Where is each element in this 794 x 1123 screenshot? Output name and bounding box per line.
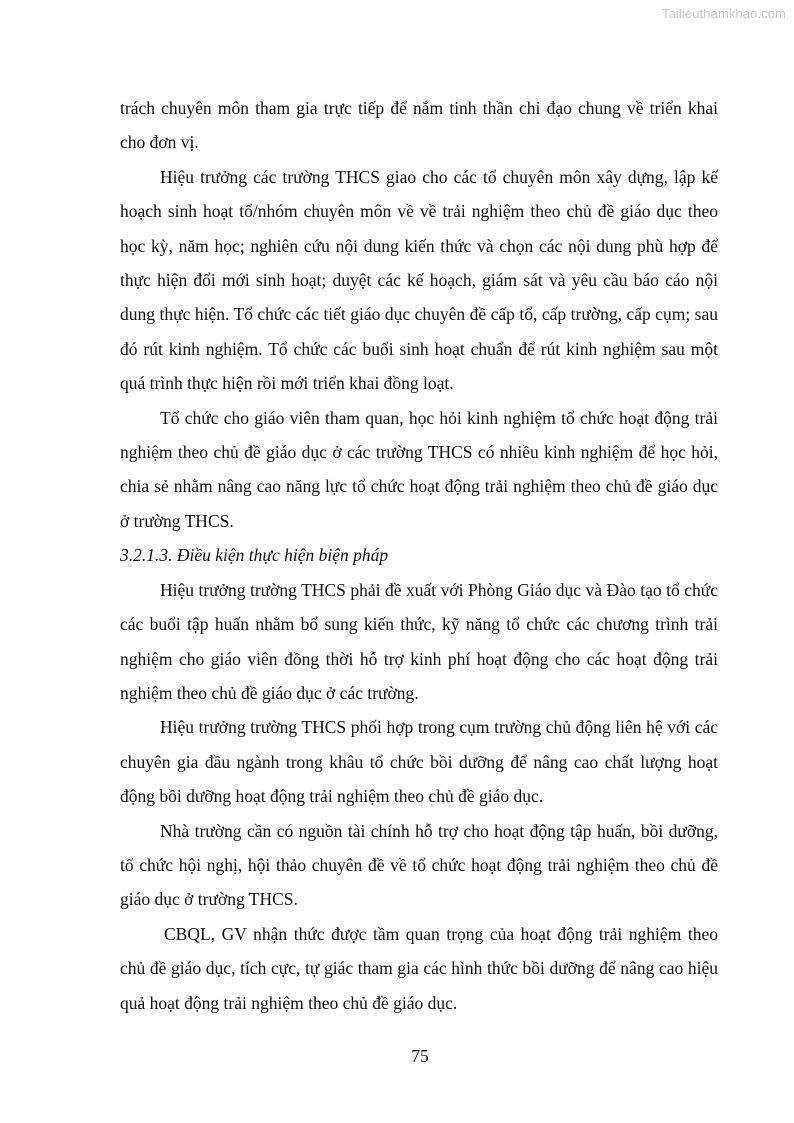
page-body	[120, 91, 718, 1020]
watermark: Tailieuthamkhao.com	[661, 6, 786, 21]
paragraph: CBQL, GV nhận thức được tầm quan trọng của hoạt động trải nghiệm theo chủ đề giáo dục, tích cực, tự giác tham gia các hình thức bồi dưỡng để nâng cao hiệu quả hoạt động trải nghiệm theo chủ đề giáo dục.	[120, 923, 718, 1013]
paragraph: Hiệu trưởng trường THCS phải đề xuất với Phòng Giáo dục và Đào tạo tổ chức các buổi tập huấn nhằm bổ sung kiến thức, kỹ năng tổ chức các chương trình trải nghiệm cho giáo viên đồng thời hỗ trợ kinh phí hoạt động cho các hoạt động trải nghiệm theo chủ đề giáo dục ở các trường.	[120, 579, 718, 703]
paragraph: Hiệu trưởng các trường THCS giao cho các tổ chuyên môn xây dựng, lập kế hoạch sinh hoạt tổ/nhóm chuyên môn về về trải nghiệm theo chủ đề giáo dục theo học kỳ, năm học; nghiên cứu nội dung kiến thức và chọn các nội dung phù hợp để thực hiện đổi mới sinh hoạt; duyệt các kế hoạch, giám sát và yêu cầu báo cáo nội dung thực hiện. Tổ chức các tiết giáo dục chuyên đề cấp tổ, cấp trường, cấp cụm; sau đó rút kinh nghiệm. Tổ chức các buổi sinh hoạt chuẩn để rút kinh nghiệm sau một quá trình thực hiện rồi mới triển khai đồng loạt.	[120, 166, 718, 394]
paragraph: Hiệu trưởng trường THCS phối hợp trong cụm trường chủ động liên hệ với các chuyên gia đầu ngành trong khâu tổ chức bồi dưỡng để nâng cao chất lượng hoạt động bồi dưỡng hoạt động trải nghiệm theo chủ đề giáo dục.	[120, 717, 718, 807]
paragraph-continuation: trách chuyên môn tham gia trực tiếp để nắm tinh thần chỉ đạo chung về triển khai cho đơn vị.	[120, 98, 718, 153]
section-heading: 3.2.1.3. Điều kiện thực hiện biện pháp	[120, 545, 389, 566]
page-number: 75	[411, 1046, 429, 1066]
paragraph: Tổ chức cho giáo viên tham quan, học hỏi kinh nghiệm tổ chức hoạt động trải nghiệm theo chủ đề giáo dục ở các trường THCS có nhiều kinh nghiệm để học hỏi, chia sẻ nhằm nâng cao năng lực tổ chức hoạt động trải nghiệm theo chủ đề giáo dục ở trường THCS.	[120, 407, 718, 531]
paragraph: Nhà trường cần có nguồn tài chính hỗ trợ cho hoạt động tập huấn, bồi dưỡng, tổ chức hội nghị, hội thảo chuyên đề về tổ chức hoạt động trải nghiệm theo chủ đề giáo dục ở trường THCS.	[120, 820, 718, 910]
